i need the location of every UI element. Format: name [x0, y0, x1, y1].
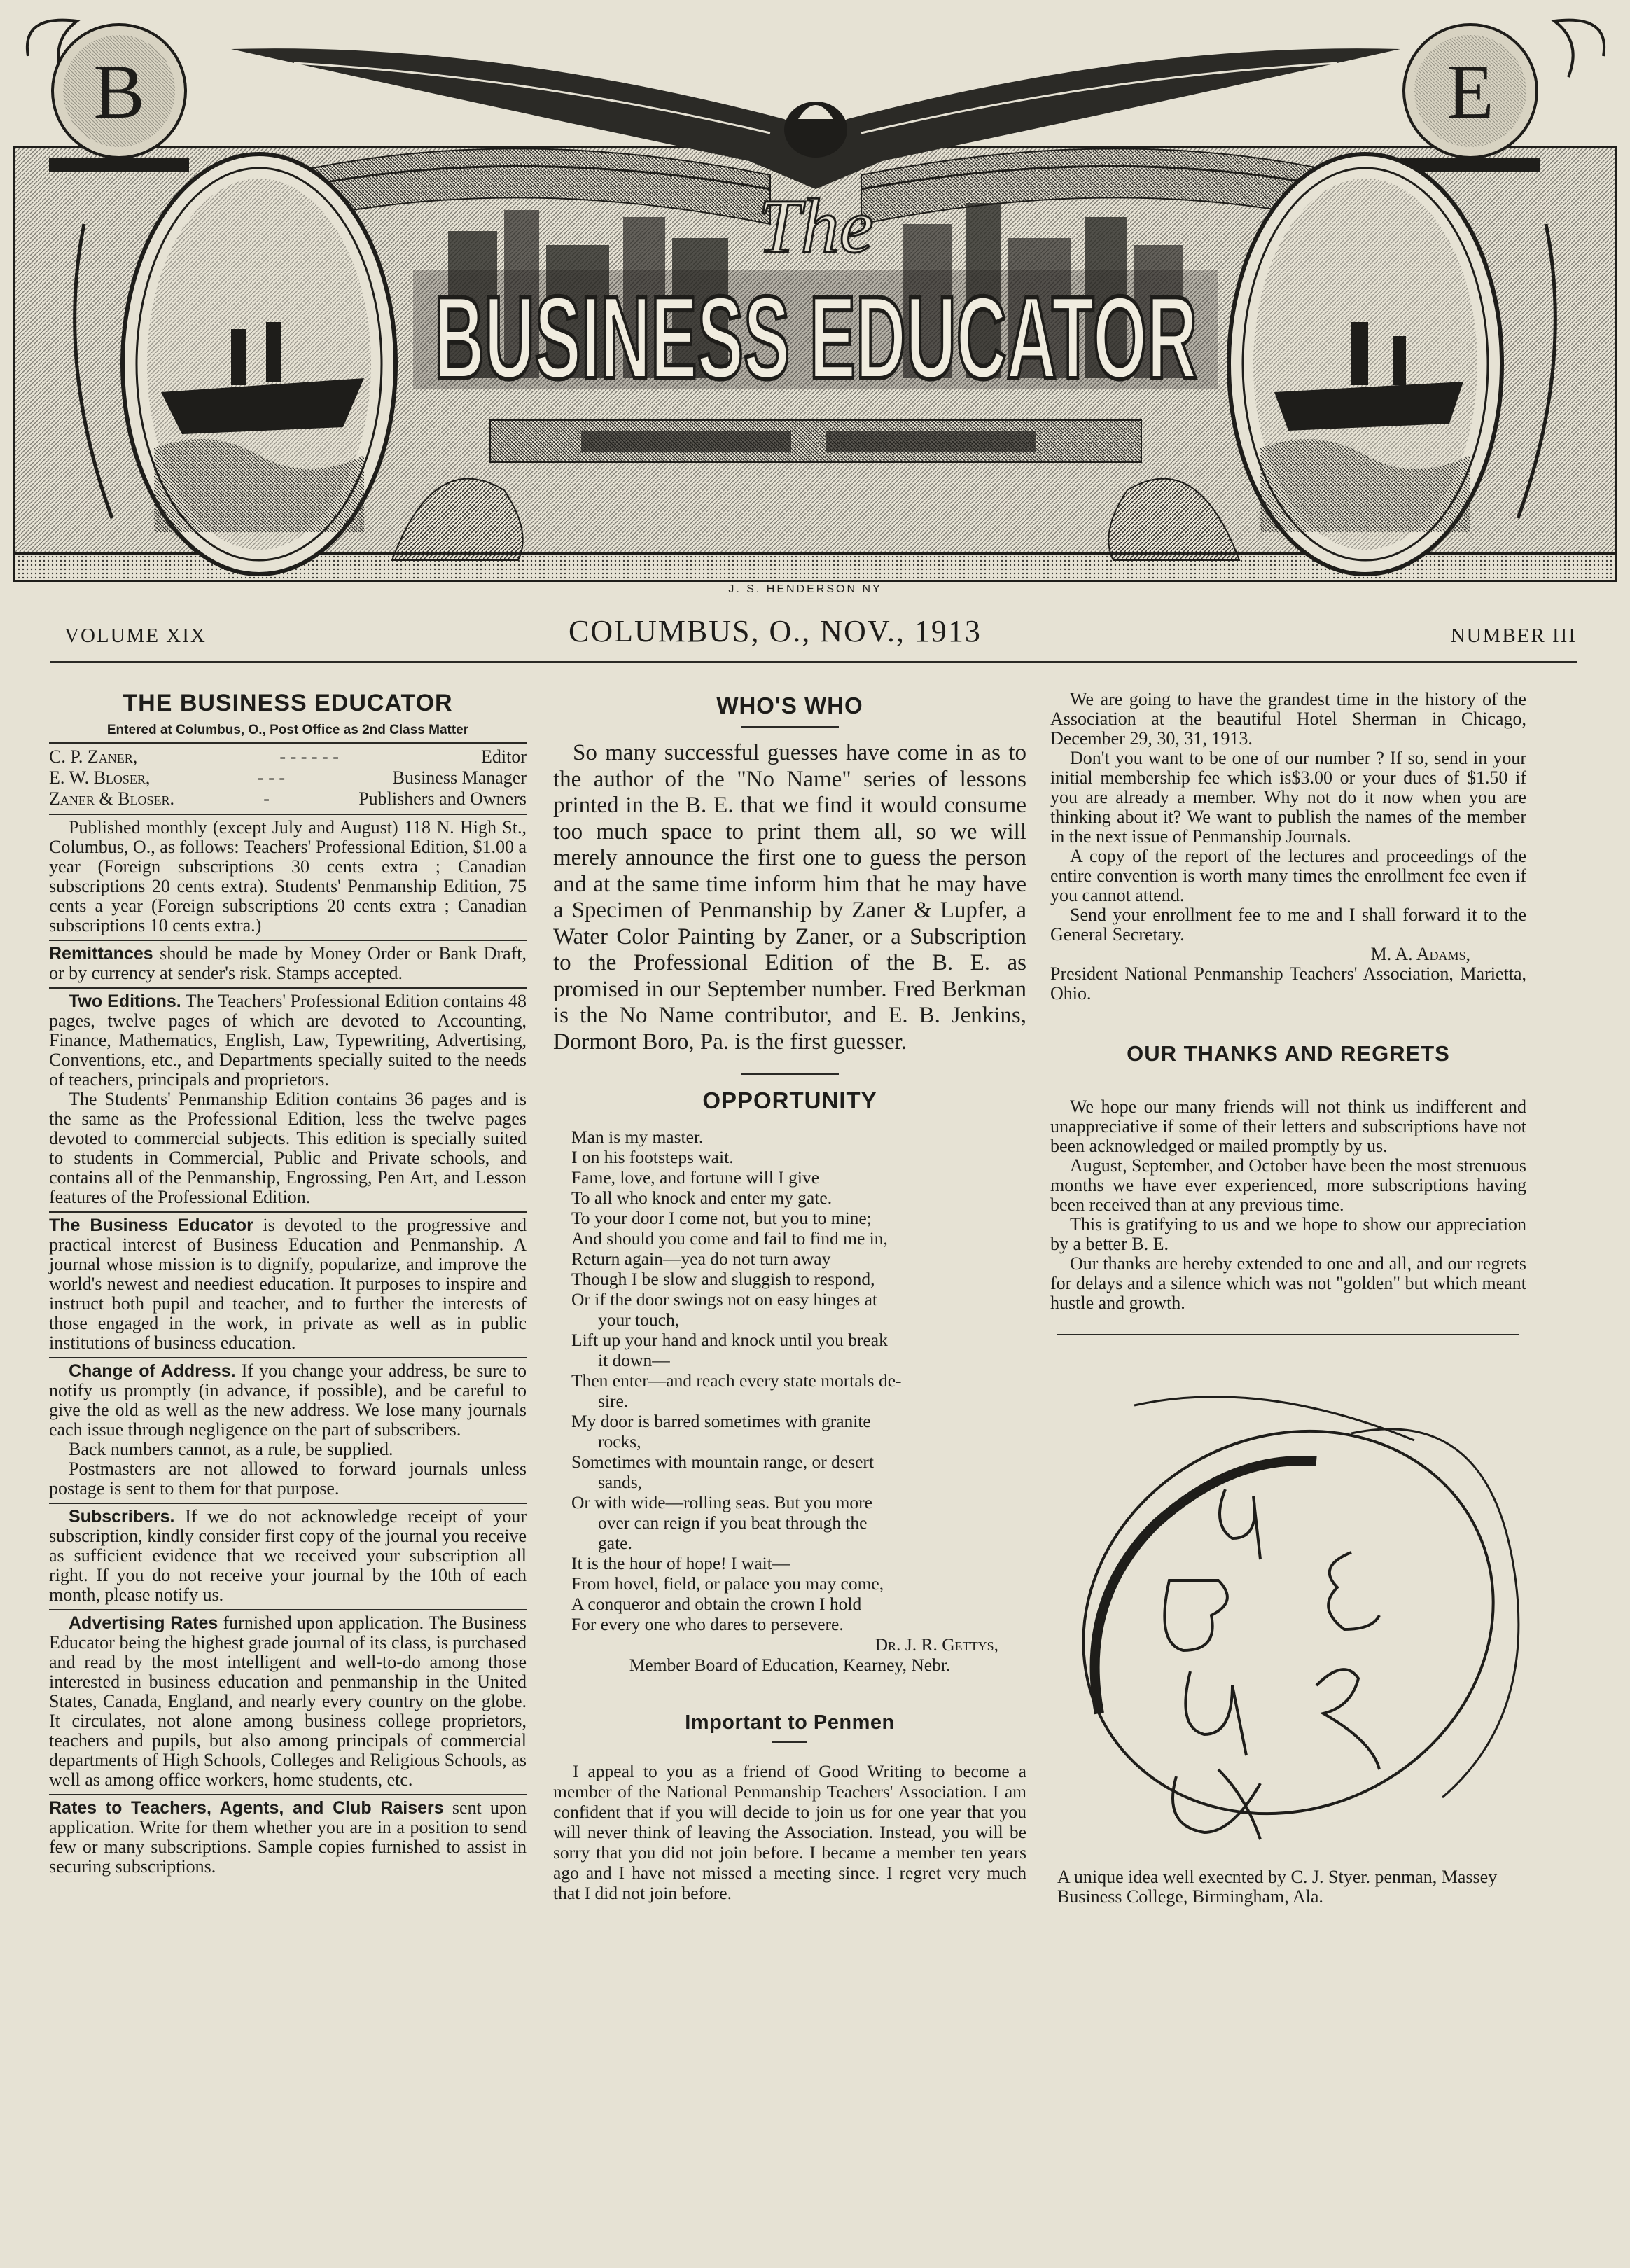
thanks-paragraph-1: We hope our many friends will not think us indifferent and unappreciative if some of their letters and subscriptions have not been acknowledged or mailed promptly by us. [1050, 1097, 1526, 1156]
globe-letter-e: E [1447, 49, 1494, 134]
poem-line: My door is barred sometimes with granite [571, 1411, 871, 1431]
advertising-heading: Advertising Rates [69, 1613, 218, 1633]
column-left [49, 690, 527, 1877]
divider [772, 1741, 807, 1743]
devoted-text: is devoted to the progressive and practical interest of Business Education and Penmanship. A journal whose mission is to dignify, popularize, and improve the world's newest and neediest education. It purposes to inspire and instruct both pupil and teacher, and to further the interests of those engaged in the work, in private as well as in public institutions of business education. [49, 1215, 527, 1353]
issue-number: NUMBER III [1450, 625, 1577, 647]
advertising-text: furnished upon application. The Business Educator being the highest grade journal of its class, is purchased and read by the most intelligent and well-to-do among those interested in business education and penmanship in the United States, Canada, England, and nearly every country on the globe. It circulates, not alone among business college proprietors, teachers and pupils, but also among principals of commercial departments of High Schools, Colleges and Religious Schools, as well as among office workers, home students, etc. [49, 1613, 527, 1790]
right-ship-medallion [1229, 154, 1502, 574]
left-ship-medallion [123, 154, 396, 574]
poem-author-title: Member Board of Education, Kearney, Nebr. [629, 1655, 951, 1675]
postmasters-text: Postmasters are not allowed to forward journals unless postage is sent to them for that purpose. [49, 1459, 527, 1498]
poem-line: Return again—yea do not turn away [571, 1248, 831, 1269]
signature-name: M. A. Adams, [1370, 944, 1470, 964]
address-heading: Change of Address. [69, 1361, 236, 1381]
poem-line: Or if the door swings not on easy hinges at [571, 1289, 877, 1309]
staff-row: C. P. Zaner, - - - - - - Editor [49, 746, 527, 767]
place-date: COLUMBUS, O., NOV., 1913 [569, 614, 982, 648]
illustration-caption: A unique idea well execnted by C. J. Styer. penman, Massey Business College, Birmingham, Ala. [1057, 1867, 1498, 1907]
rates-text: sent upon application. Write for them whether you are in a position to send few or many subscriptions. Sample copies furnished to assist in securing subscriptions. [49, 1797, 527, 1877]
address-text: If you change your address, be sure to notify us promptly (in advance, if possible), and be careful to give the old as well as the new address. We lose many journals each issue through negligence on the part of subscribers. [49, 1361, 527, 1440]
poem-line: From hovel, field, or palace you may come, [571, 1573, 884, 1594]
opportunity-poem [553, 1127, 1026, 1634]
staff-list [49, 742, 527, 809]
poem-line: Man is my master. [571, 1127, 704, 1147]
thanks-paragraph-4: Our thanks are hereby extended to one and all, and our regrets for delays and a silence which was not "golden" but which meant hustle and growth. [1050, 1253, 1526, 1313]
entry-notice: Entered at Columbus, O., Post Office as 2nd Class Matter [106, 723, 469, 737]
staff-row: E. W. Bloser, - - - Business Manager [49, 767, 527, 788]
poem-author: Dr. J. R. Gettys, [875, 1634, 998, 1655]
poem-line: It is the hour of hope! I wait— [571, 1553, 790, 1573]
remittances-heading: Remittances [49, 944, 153, 963]
poem-line: Then enter—and reach every state mortals de- [571, 1370, 902, 1391]
rates-heading: Rates to Teachers, Agents, and Club Raisers [49, 1798, 444, 1818]
calligraphy-illustration [1050, 1349, 1526, 1867]
penmen-text: I appeal to you as a friend of Good Writing to become a member of the National Penmanship Teachers' Association. I am confident that if you will decide to join us for one year that you will never think of leaving the Association. Instead, you will be sorry that you did not join before. I became a member ten years ago and I have not missed a meeting since. I regret very much that I did not join before. [553, 1761, 1026, 1903]
assoc-paragraph-3: A copy of the report of the lectures and proceedings of the entire convention is worth many times the enrollment fee even if you cannot attend. [1050, 846, 1526, 905]
subscribers-heading: Subscribers. [69, 1507, 175, 1526]
assoc-paragraph-4: Send your enrollment fee to me and I shall forward it to the General Secretary. [1050, 905, 1526, 945]
thanks-paragraph-2: August, September, and October have been the most strenuous months we have ever experienced, more subscriptions having been received than at any previous time. [1050, 1155, 1526, 1215]
poem-line: Or with wide—rolling seas. But you more [571, 1492, 872, 1512]
poem-line: A conqueror and obtain the crown I hold [571, 1594, 862, 1614]
remittances-text: should be made by Money Order or Bank Draft, or by currency at sender's risk. Stamps accepted. [49, 943, 527, 983]
poem-line: And should you come and fail to find me in, [571, 1228, 888, 1248]
assoc-paragraph-2: Don't you want to be one of our number ? If so, send in your initial membership fee which is$3.00 or your dues of $1.50 if you are already a member. Why not do it now when you are thinking about it? We want to publish the names of the member in the next issue of Penmanship Journals. [1050, 748, 1526, 847]
poem-line: For every one who dares to persevere. [571, 1614, 844, 1634]
poem-line: Though I be slow and sluggish to respond, [571, 1269, 875, 1289]
poem-line: Fame, love, and fortune will I give [571, 1167, 820, 1188]
divider [741, 1073, 839, 1075]
divider [1057, 1334, 1519, 1335]
back-numbers-text: Back numbers cannot, as a rule, be supplied. [69, 1439, 393, 1459]
poem-line: To all who knock and enter my gate. [571, 1188, 833, 1208]
poem-line: To your door I come not, but you to mine; [571, 1208, 872, 1228]
staff-row: Zaner & Bloser. - Publishers and Owners [49, 788, 527, 809]
column-middle [553, 690, 1026, 1903]
poem-line: I on his footsteps wait. [571, 1147, 734, 1167]
thanks-title: OUR THANKS AND REGRETS [1127, 1041, 1450, 1066]
masthead-banner [0, 0, 1630, 595]
thanks-paragraph-3: This is gratifying to us and we hope to show our appreciation by a better B. E. [1050, 1214, 1526, 1254]
poem-line: gate. [598, 1533, 632, 1553]
opportunity-title: OPPORTUNITY [702, 1087, 877, 1113]
editions-text: The Teachers' Professional Edition contains 48 pages, twelve pages of which are devoted to Accounting, Finance, Mathematics, English, Law, Typewriting, Advertising, Conventions, etc., and Departments specially suited to the needs of teachers, principals and proprietors. [49, 991, 527, 1090]
poem-line: over can reign if you beat through the [598, 1512, 868, 1533]
poem-line: it down— [598, 1350, 670, 1370]
poem-line: your touch, [598, 1309, 680, 1330]
subscribers-text: If we do not acknowledge receipt of your subscription, kindly consider first copy of the journal you receive as sufficient evidence that we received your subscription all right. If you do not receive your journal by the 10th of each month, please notify us. [49, 1506, 527, 1605]
masthead-box-title: THE BUSINESS EDUCATOR [123, 690, 453, 716]
volume-label: VOLUME XIX [64, 625, 207, 647]
assoc-paragraph-1: We are going to have the grandest time in the history of the Association at the beautiful Hotel Sherman in Chicago, December 29, 30, 31, 1913. [1050, 689, 1526, 749]
whos-who-text: So many successful guesses have come in as to the author of the "No Name" series of lessons printed in the B. E. that we find it would consume too much space to print them all, so we will merely announce the first one to guess the person and at the same time inform him that he may have a Specimen of Penmanship by Zaner & Lupfer, a Water Color Painting by Zaner, or a Subscription to the Professional Edition of the B. E. as promised in our September number. Fred Berkman is the No Name contributor, and E. B. Jenkins, Dormont Boro, Pa. is the first guesser. [553, 740, 1026, 1055]
divider [741, 726, 839, 728]
poem-line: Sometimes with mountain range, or desert [571, 1452, 874, 1472]
editions-text-2: The Students' Penmanship Edition contains 36 pages and is the same as the Professional Edition, less the twelve pages devoted to commercial subjects. This edition is specially suited to students in Commercial, Public and Private schools, and contains all of the Penmanship, Engrossing, Pen Art, and Lesson features of the Professional Edition. [49, 1089, 527, 1207]
dateline [50, 611, 1577, 653]
column-right [1050, 690, 1526, 1907]
poem-line: rocks, [598, 1431, 641, 1452]
poem-line: sands, [598, 1472, 643, 1492]
masthead-the-script: The [758, 183, 874, 269]
publication-terms: Published monthly (except July and August) 118 N. High St., Columbus, O., as follows: Teachers' Professional Edition, $1.00 a year (Foreign subscriptions 30 cents extra ; Canadian subscriptions 20 cents extra). Students' Penmanship Edition, 75 cents a year (Foreign subscriptions 20 cents extra ; Canadian subscriptions 10 cents extra.) [49, 817, 527, 935]
globe-letter-b: B [93, 49, 145, 134]
whos-who-title: WHO'S WHO [716, 693, 863, 718]
signature-title: President National Penmanship Teachers' Association, Marietta, Ohio. [1050, 963, 1526, 1003]
poem-line: sire. [598, 1391, 629, 1411]
devoted-heading: The Business Educator [49, 1216, 253, 1235]
poem-line: Lift up your hand and knock until you break [571, 1330, 888, 1350]
divider [50, 661, 1577, 663]
engraver-credit: J. S. HENDERSON NY [728, 583, 882, 595]
penmen-title: Important to Penmen [685, 1711, 895, 1734]
masthead-title: BUSINESS EDUCATOR [434, 272, 1197, 403]
editions-heading: Two Editions. [69, 992, 181, 1011]
